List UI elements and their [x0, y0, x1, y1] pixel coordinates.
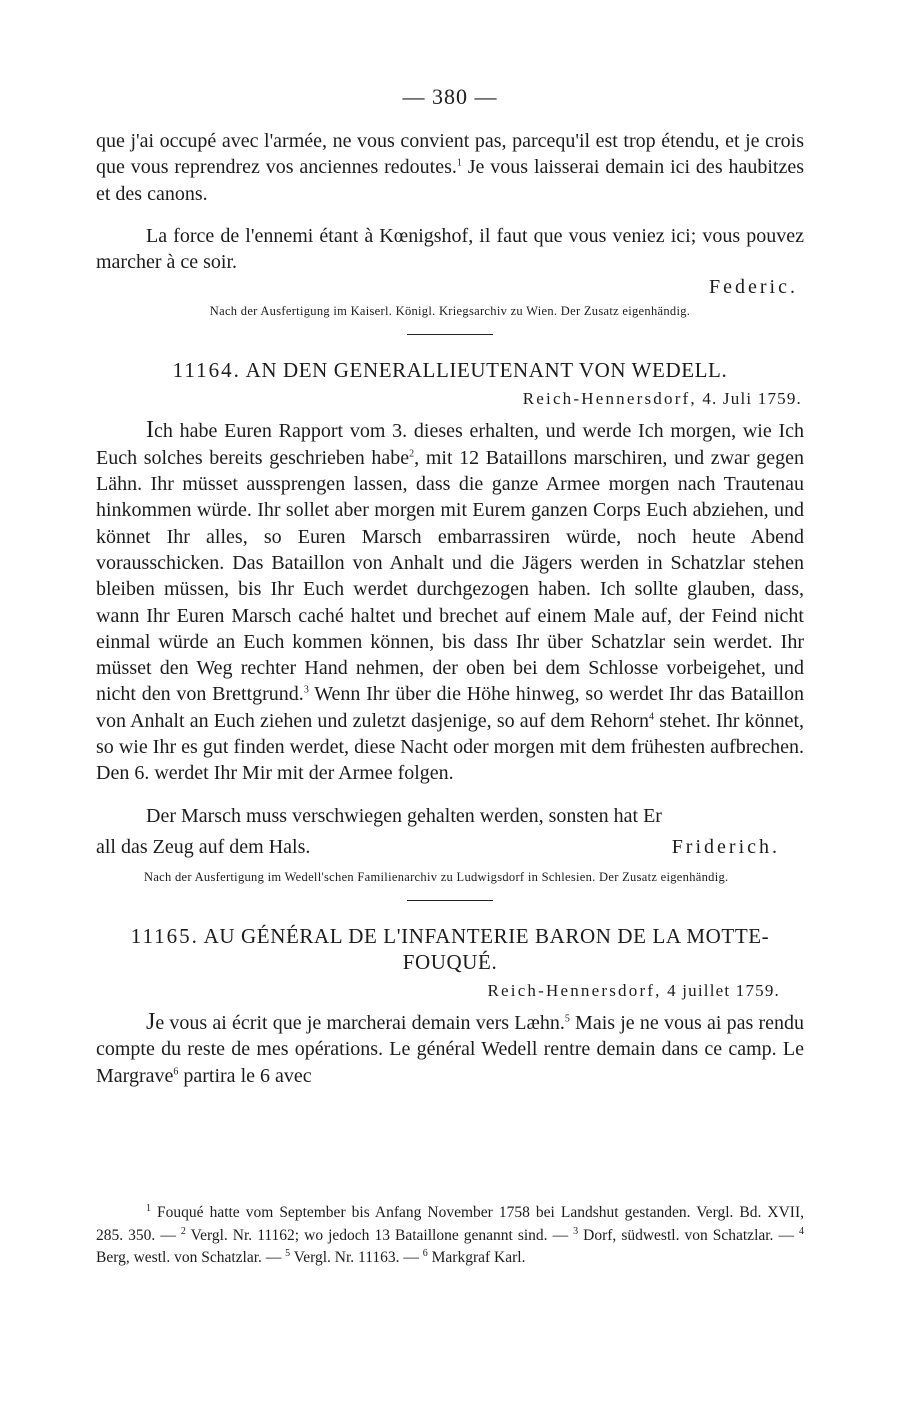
dropcap: I — [146, 417, 154, 444]
letter-title: AU GÉNÉRAL DE L'INFANTERIE BARON DE LA MOTTE-FOUQUÉ. — [203, 923, 770, 974]
footnote-text-2: Vergl. Nr. 11162; wo jedoch 13 Bataillone genannt sind. — — [185, 1226, 574, 1244]
page-number: — 380 — — [402, 84, 498, 109]
footnote-text-5: Vergl. Nr. 11163. — — [290, 1249, 423, 1266]
section-divider — [407, 900, 493, 901]
footnote-ref-5: 5 — [564, 1013, 570, 1025]
footnote-num-2: 2 — [180, 1225, 186, 1237]
footnote-ref-1: 1 — [456, 157, 462, 169]
body-text: e vous ai écrit que je marcherai demain vers Læhn. — [155, 1011, 565, 1034]
footnote-ref-2: 2 — [409, 448, 415, 460]
dateline-11164 — [96, 389, 804, 409]
footnote-text-6: Markgraf Karl. — [427, 1249, 526, 1266]
signature-friderich: Friderich. — [671, 835, 780, 858]
footnote-num-5: 5 — [285, 1247, 291, 1259]
body-text: , mit 12 Bataillons marschiren, und zwar gegen Lähn. Ihr müsset aussprengen lassen, dass die ganze Armee morgen nach Trautenau hinkommen würde. Ihr sollet aber morgen mit Eurem ganzen Corps Euch abziehen, und könnet Ihr alles, so Euren Marsch embarrassiren würde, noch heute Abend vorausschicken. Das Bataillon von Anhalt und die Jägers werden in Schatzlar stehen bleiben müssen, bis Ihr Euch werdet durchgezogen haben. Ich sollte glauben, dass, wann Ihr Euren Marsch caché haltet und brechet auf einem Male auf, der Feind nicht einmal würde an Euch kommen können, bis dass Ihr über Schatzlar sein werdet. Ihr müsset den Weg rechter Hand nehmen, der oben bei dem Schlosse vorbeigehet, und nicht den von Brettgrund. — [96, 446, 804, 706]
dateline-date: 4 juillet 1759. — [667, 980, 780, 1000]
letter-number: 11164. — [172, 358, 241, 383]
postscript-row — [96, 829, 804, 859]
continuation-paragraph-2: La force de l'ennemi étant à Kœnigshof, il faut que vous veniez ici; vous pouvez marcher à ce soir. — [96, 224, 804, 274]
footnote-ref-4: 4 — [649, 711, 655, 723]
letter-heading-11164 — [96, 357, 804, 383]
body-text: Wenn Ihr über die Höhe hinweg, so werdet Ihr das Bataillon von Anhalt an Euch ziehen und zuletzt dasjenige, so auf dem Rehorn — [96, 683, 804, 732]
body-text: ch habe Euren Rapport vom 3. dieses erhalten, und werde Ich morgen, wie Ich Euch solches bereits geschrieben habe — [96, 420, 804, 469]
dateline-place: Reich-Hennersdorf, — [487, 980, 662, 1000]
footnote-num-4: 4 — [799, 1225, 804, 1237]
source-note-1: Nach der Ausfertigung im Kaiserl. Königl. Kriegsarchiv zu Wien. Der Zusatz eigenhändig. — [209, 304, 691, 319]
postscript-line-2: all das Zeug auf dem Hals. — [96, 835, 311, 858]
body-text: stehet. Ihr könnet, so wie Ihr es gut finden werdet, diese Nacht oder morgen mit dem frühesten aufbrechen. Den 6. werdet Ihr Mir mit der Armee folgen. — [96, 709, 805, 785]
footnote-num-6: 6 — [422, 1247, 428, 1259]
letter-number: 11165. — [130, 923, 199, 948]
footnote-ref-3: 3 — [303, 684, 309, 696]
dateline-date: 4. Juli 1759. — [702, 389, 802, 409]
letter-body-11164 — [96, 417, 804, 786]
footnote-text-3: Dorf, südwestl. von Schatzlar. — — [578, 1226, 799, 1244]
continuation-paragraph-1 — [96, 128, 804, 207]
letter-body-11165 — [96, 1009, 804, 1089]
continuation-text-tail: Je vous laisserai demain ici des haubitzes et des canons. — [96, 156, 804, 205]
footnotes — [96, 1202, 804, 1270]
dateline-place: Reich-Hennersdorf, — [522, 389, 697, 409]
letter-heading-11165 — [96, 923, 804, 975]
postscript-line-1: Der Marsch muss verschwiegen gehalten werden, sonsten hat Er — [146, 804, 662, 827]
continuation-text: que j'ai occupé avec l'armée, ne vous convient pas, parcequ'il est trop étendu, et je crois que vous reprendrez vos anciennes redoutes. — [96, 130, 804, 179]
footnote-num-1: 1 — [146, 1202, 151, 1214]
letter-title: AN DEN GENERALLIEUTENANT VON WEDELL. — [245, 358, 728, 383]
footnote-text-1: Fouqué hatte vom September bis Anfang November 1758 bei Landshut gestanden. Vergl. Bd. XVII, 285. 350. — — [96, 1204, 804, 1244]
dateline-11165 — [96, 981, 804, 1001]
source-note-2: Nach der Ausfertigung im Wedell'schen Familienarchiv zu Ludwigsdorf in Schlesien. Der Zusatz eigenhändig. — [144, 869, 729, 884]
page — [96, 84, 804, 1089]
signature-federic: Federic. — [709, 276, 798, 299]
dropcap: J — [146, 1008, 156, 1035]
body-text: Mais je ne vous ai pas rendu compte du reste de mes opérations. Le général Wedell rentre demain dans ce camp. Le Margrave — [96, 1011, 804, 1087]
footnote-text-4: Berg, westl. von Schatzlar. — — [96, 1249, 286, 1266]
footnote-num-3: 3 — [573, 1225, 579, 1237]
footnote-ref-6: 6 — [173, 1065, 179, 1077]
section-divider — [407, 334, 493, 335]
body-text: partira le 6 avec — [178, 1064, 312, 1087]
